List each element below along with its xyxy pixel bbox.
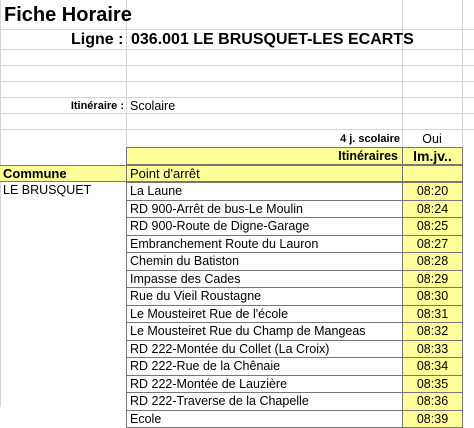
itineraire-value: Scolaire <box>130 98 175 114</box>
point-header: Point d'arrêt <box>126 165 403 182</box>
time-cell: 08:31 <box>402 305 463 324</box>
grid-line <box>0 65 474 66</box>
time-cell: 08:35 <box>402 375 463 394</box>
time-cell: 08:32 <box>402 322 463 341</box>
commune-cell <box>3 270 125 288</box>
itineraires-header: Itinéraires <box>126 147 403 165</box>
stop-cell: RD 222-Montée de Lauzière <box>126 375 403 394</box>
commune-cell <box>3 235 125 253</box>
commune-cell <box>3 305 125 323</box>
stop-cell: RD 222-Montée du Collet (La Croix) <box>126 340 403 359</box>
grid-line <box>402 0 403 150</box>
commune-cell <box>3 252 125 270</box>
stop-cell: RD 900-Arrêt de bus-Le Moulin <box>126 200 403 219</box>
commune-cell <box>3 410 125 428</box>
jours-label: 4 j. scolaire <box>300 131 400 147</box>
commune-cell: LE BRUSQUET <box>3 182 125 200</box>
commune-cell <box>3 357 125 375</box>
stop-cell: RD 222-Rue de la Chênaie <box>126 357 403 376</box>
commune-cell <box>3 340 125 358</box>
commune-header: Commune <box>0 165 127 182</box>
time-cell: 08:34 <box>402 357 463 376</box>
commune-cell <box>3 322 125 340</box>
time-cell: 08:25 <box>402 217 463 236</box>
stop-cell: Le Mousteiret Rue de l'école <box>126 305 403 324</box>
commune-cell <box>3 375 125 393</box>
page-title: Fiche Horaire <box>4 3 132 27</box>
time-cell: 08:28 <box>402 252 463 271</box>
grid-line <box>0 129 474 130</box>
jours-value: Oui <box>404 131 460 147</box>
stop-cell: Impasse des Cades <box>126 270 403 289</box>
stop-cell: La Laune <box>126 182 403 201</box>
time-cell: 08:30 <box>402 287 463 306</box>
grid-line <box>462 0 463 150</box>
itineraire-label: Itinéraire : <box>0 98 124 114</box>
ligne-value: 036.001 LE BRUSQUET-LES ECARTS <box>131 30 414 50</box>
stop-cell: Embranchement Route du Lauron <box>126 235 403 254</box>
stop-cell: Ecole <box>126 410 403 428</box>
days-header-blank <box>402 165 463 182</box>
time-cell: 08:39 <box>402 410 463 428</box>
commune-cell <box>3 217 125 235</box>
time-cell: 08:27 <box>402 235 463 254</box>
commune-cell <box>3 200 125 218</box>
time-cell: 08:20 <box>402 182 463 201</box>
time-cell: 08:36 <box>402 392 463 411</box>
time-cell: 08:29 <box>402 270 463 289</box>
stop-cell: Chemin du Batiston <box>126 252 403 271</box>
grid-line <box>0 81 474 82</box>
stop-cell: Le Mousteiret Rue du Champ de Mangeas <box>126 322 403 341</box>
time-cell: 08:24 <box>402 200 463 219</box>
time-cell: 08:33 <box>402 340 463 359</box>
stop-cell: Rue du Vieil Roustagne <box>126 287 403 306</box>
stop-cell: RD 900-Route de Digne-Garage <box>126 217 403 236</box>
grid-line <box>0 0 1 407</box>
ligne-label: Ligne : <box>71 30 123 50</box>
commune-cell <box>3 287 125 305</box>
stop-cell: RD 222-Traverse de la Chapelle <box>126 392 403 411</box>
days-header: lm.jv.. <box>402 147 463 165</box>
